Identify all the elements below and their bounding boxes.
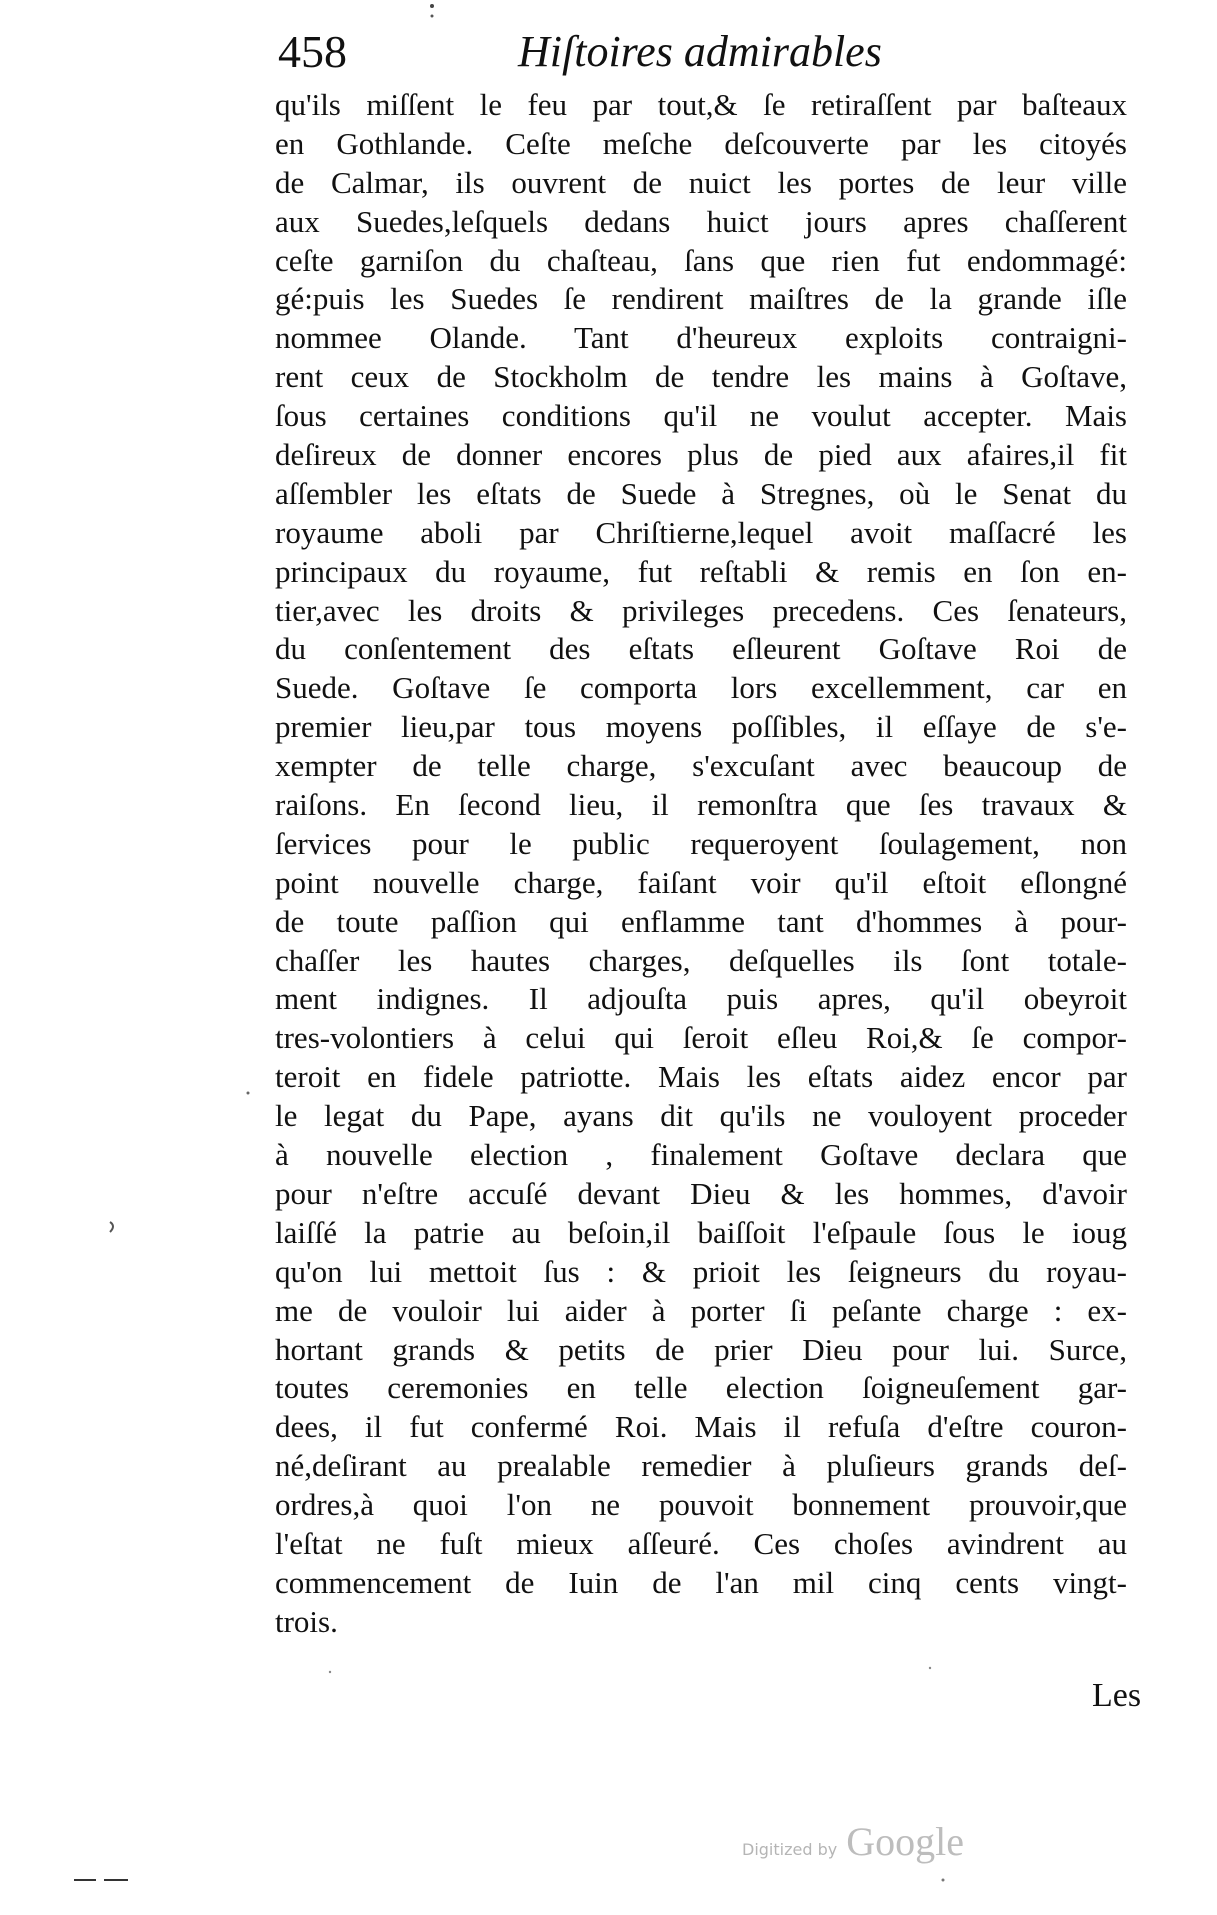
text-line: laiſſé la patrie au beſoin,il baiſſoit l'eſpaule ſous le ioug: [275, 1214, 1127, 1250]
text-line: raiſons. En ſecond lieu, il remonſtra que ſes travaux &: [275, 787, 1127, 823]
text-line: me de vouloir lui aider à porter ſi peſante charge : ex-: [275, 1292, 1127, 1328]
watermark-prefix: Digitized by: [742, 1840, 838, 1859]
text-line: aux Suedes,leſquels dedans huict jours apres chaſſerent: [275, 203, 1127, 239]
text-line: ſous certaines conditions qu'il ne voulut accepter. Mais: [275, 398, 1127, 434]
text-line: point nouvelle charge, faiſant voir qu'il eſtoit eſlongné: [275, 864, 1127, 900]
text-line: deſireux de donner encores plus de pied aux afaires,il fit: [275, 437, 1127, 473]
text-line: trois.: [275, 1603, 338, 1639]
text-line: du conſentement des eſtats eſleurent Goſtave Roi de: [275, 631, 1127, 667]
text-line: xempter de telle charge, s'excuſant avec beaucoup de: [275, 748, 1127, 784]
text-line: ceſte garniſon du chaſteau, ſans que rien fut endommagé:: [275, 242, 1127, 278]
text-line: ordres,à quoi l'on ne pouvoit bonnement prouvoir,que: [275, 1487, 1127, 1523]
text-line: de Calmar, ils ouvrent de nuict les portes de leur ville: [275, 164, 1127, 200]
running-title: Hiſtoires admirables: [518, 27, 882, 76]
page-number: 458: [278, 26, 347, 77]
text-line: né,deſirant au prealable remedier à pluſieurs grands deſ-: [275, 1448, 1127, 1484]
text-line: teroit en fidele patriotte. Mais les eſtats aidez encor par: [275, 1059, 1127, 1095]
text-line: qu'ils miſſent le feu par tout,& ſe retiraſſent par baſteaux: [275, 87, 1127, 122]
text-line: toutes ceremonies en telle election ſoigneuſement gar-: [275, 1370, 1127, 1406]
text-line: pour n'eſtre accuſé devant Dieu & les hommes, d'avoir: [275, 1175, 1127, 1211]
text-line: rent ceux de Stockholm de tendre les mains à Goſtave,: [275, 359, 1127, 395]
google-logo: Google: [846, 1819, 965, 1864]
page-header: [278, 22, 898, 82]
text-line: en Gothlande. Ceſte meſche deſcouverte par les citoyés: [275, 125, 1127, 161]
text-line: aſſembler les eſtats de Suede à Stregnes, où le Senat du: [275, 475, 1127, 511]
text-line: dees, il fut confermé Roi. Mais il refuſa d'eſtre couron-: [275, 1409, 1127, 1445]
text-line: ment indignes. Il adjouſta puis apres, qu'il obeyroit: [275, 981, 1127, 1017]
body-text: [275, 86, 1127, 1642]
text-line: hortant grands & petits de prier Dieu pour lui. Surce,: [275, 1331, 1127, 1367]
text-line: de toute paſſion qui enflamme tant d'hommes à pour-: [275, 903, 1127, 939]
text-line: à nouvelle election , finalement Goſtave declara que: [275, 1137, 1127, 1173]
text-line: l'eſtat ne fuſt mieux aſſeuré. Ces choſes avindrent au: [275, 1525, 1127, 1561]
text-line: chaſſer les hautes charges, deſquelles ils ſont totale-: [275, 942, 1127, 978]
text-line: Suede. Goſtave ſe comporta lors excellemment, car en: [275, 670, 1127, 706]
text-line: commencement de Iuin de l'an mil cinq cents vingt-: [275, 1564, 1127, 1600]
text-line: tier,avec les droits & privileges precedens. Ces ſenateurs,: [275, 592, 1127, 628]
text-line: royaume aboli par Chriſtierne,lequel avoit maſſacré les: [275, 514, 1127, 550]
text-line: premier lieu,par tous moyens poſſibles, il eſſaye de s'e-: [275, 709, 1127, 745]
text-line: le legat du Pape, ayans dit qu'ils ne vouloyent proceder: [275, 1098, 1127, 1134]
text-line: qu'on lui mettoit ſus : & prioit les ſeigneurs du royau-: [275, 1253, 1127, 1289]
text-line: gé:puis les Suedes ſe rendirent maiſtres de la grande iſle: [275, 281, 1127, 317]
text-line: ſervices pour le public requeroyent ſoulagement, non: [275, 825, 1127, 861]
text-line: principaux du royaume, fut reſtabli & remis en ſon en-: [275, 553, 1127, 589]
text-line: nommee Olande. Tant d'heureux exploits contraigni-: [275, 320, 1127, 356]
text-line: tres-volontiers à celui qui ſeroit eſleu Roi,& ſe compor-: [275, 1020, 1127, 1056]
digitized-by-google-watermark: [742, 1818, 964, 1864]
catchword: Les: [1092, 1677, 1142, 1714]
